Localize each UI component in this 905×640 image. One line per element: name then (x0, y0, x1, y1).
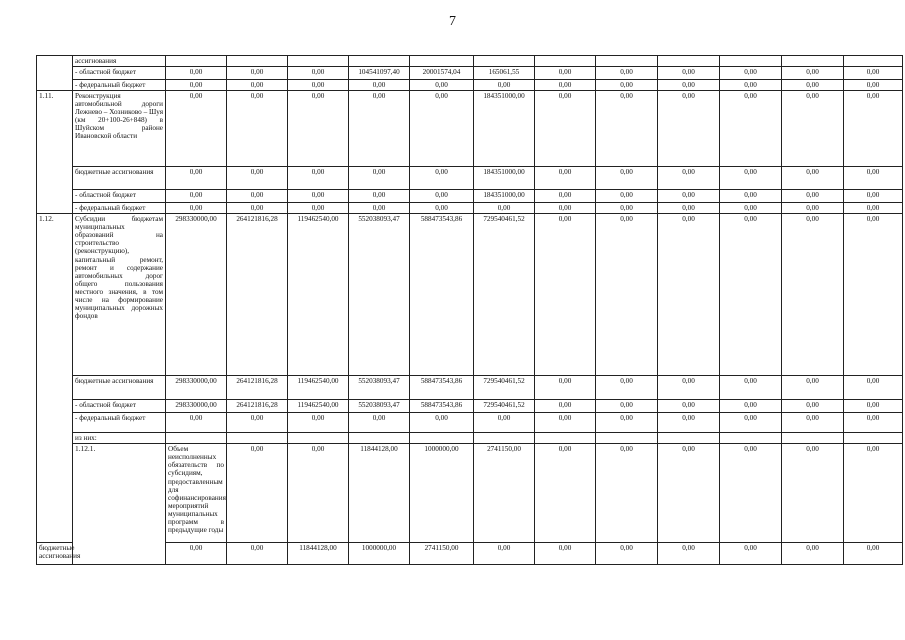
row-index: 1.11. (37, 91, 73, 214)
amount-cell: 0,00 (782, 80, 844, 91)
row-label: из них: (73, 433, 166, 444)
amount-cell: 0,00 (535, 80, 596, 91)
amount-cell: 588473543,86 (410, 376, 474, 400)
amount-cell: 0,00 (782, 67, 844, 80)
amount-cell: 729540461,52 (474, 214, 535, 376)
amount-cell: 0,00 (720, 167, 782, 190)
amount-cell: 0,00 (227, 543, 288, 565)
amount-cell: 298330000,00 (166, 400, 227, 413)
row-index (37, 56, 73, 91)
amount-cell: 0,00 (844, 190, 903, 203)
amount-cell: 0,00 (410, 203, 474, 214)
amount-cell: 0,00 (844, 543, 903, 565)
amount-cell: 0,00 (844, 376, 903, 400)
amount-cell (596, 433, 658, 444)
amount-cell: 0,00 (596, 190, 658, 203)
row-label: бюджетные ассигнования (73, 376, 166, 400)
amount-cell: 0,00 (474, 80, 535, 91)
amount-cell: 0,00 (658, 67, 720, 80)
table-row (37, 433, 903, 444)
amount-cell: 0,00 (535, 91, 596, 167)
amount-cell: 0,00 (166, 80, 227, 91)
row-label: бюджетные ассигнования (37, 543, 73, 565)
row-label: - областной бюджет (73, 67, 166, 80)
amount-cell: 0,00 (782, 376, 844, 400)
budget-table (36, 55, 903, 565)
amount-cell: 0,00 (596, 400, 658, 413)
amount-cell (166, 56, 227, 67)
amount-cell: 0,00 (596, 91, 658, 167)
row-label: - федеральный бюджет (73, 80, 166, 91)
row-label: Объем неисполненных обязательств по субсидиям, предоставленным для софинансирования мероприятий муниципальных программ в предыдущие годы (166, 444, 227, 543)
amount-cell: 0,00 (658, 376, 720, 400)
amount-cell: 0,00 (288, 167, 349, 190)
amount-cell: 0,00 (720, 543, 782, 565)
amount-cell: 0,00 (720, 67, 782, 80)
amount-cell: 0,00 (288, 91, 349, 167)
table-row (37, 400, 903, 413)
table-row (37, 413, 903, 433)
table-row (37, 91, 903, 167)
amount-cell: 0,00 (596, 80, 658, 91)
amount-cell: 0,00 (166, 543, 227, 565)
amount-cell: 0,00 (596, 543, 658, 565)
table-row (37, 543, 903, 565)
amount-cell (658, 433, 720, 444)
amount-cell (535, 56, 596, 67)
amount-cell: 0,00 (658, 80, 720, 91)
amount-cell: 0,00 (288, 203, 349, 214)
amount-cell (658, 56, 720, 67)
amount-cell: 0,00 (349, 203, 410, 214)
amount-cell: 0,00 (535, 214, 596, 376)
amount-cell: 264121816,28 (227, 376, 288, 400)
amount-cell: 0,00 (596, 413, 658, 433)
table-row (37, 444, 903, 543)
amount-cell: 0,00 (288, 190, 349, 203)
amount-cell: 0,00 (288, 444, 349, 543)
amount-cell (720, 56, 782, 67)
amount-cell: 0,00 (782, 91, 844, 167)
amount-cell: 11844128,00 (288, 543, 349, 565)
amount-cell: 0,00 (349, 413, 410, 433)
amount-cell: 0,00 (720, 444, 782, 543)
row-label: - областной бюджет (73, 400, 166, 413)
amount-cell: 0,00 (166, 167, 227, 190)
amount-cell: 0,00 (166, 67, 227, 80)
amount-cell: 184351000,00 (474, 190, 535, 203)
amount-cell: 0,00 (227, 444, 288, 543)
row-label: - областной бюджет (73, 190, 166, 203)
amount-cell: 0,00 (349, 167, 410, 190)
table-row (37, 190, 903, 203)
row-label: Реконструкция автомобильной дороги Лежнево – Хозниково – Шуя (км 20+100-26+848) в Шуйском районе Ивановской области (73, 91, 166, 167)
amount-cell: 0,00 (596, 376, 658, 400)
table-row (37, 203, 903, 214)
amount-cell: 0,00 (474, 203, 535, 214)
amount-cell: 588473543,86 (410, 400, 474, 413)
amount-cell: 552038093,47 (349, 376, 410, 400)
amount-cell: 0,00 (658, 91, 720, 167)
amount-cell: 0,00 (720, 400, 782, 413)
amount-cell: 0,00 (782, 167, 844, 190)
amount-cell: 0,00 (844, 67, 903, 80)
amount-cell (535, 433, 596, 444)
amount-cell: 729540461,52 (474, 400, 535, 413)
amount-cell: 552038093,47 (349, 214, 410, 376)
amount-cell: 0,00 (720, 190, 782, 203)
amount-cell: 0,00 (535, 444, 596, 543)
amount-cell: 0,00 (844, 214, 903, 376)
amount-cell: 0,00 (410, 91, 474, 167)
amount-cell: 0,00 (658, 167, 720, 190)
amount-cell: 0,00 (844, 167, 903, 190)
amount-cell: 0,00 (844, 444, 903, 543)
amount-cell (288, 56, 349, 67)
amount-cell: 0,00 (410, 167, 474, 190)
table-row (37, 67, 903, 80)
amount-cell: 0,00 (658, 190, 720, 203)
amount-cell: 0,00 (227, 167, 288, 190)
amount-cell: 0,00 (535, 203, 596, 214)
amount-cell (596, 56, 658, 67)
amount-cell: 0,00 (410, 80, 474, 91)
amount-cell: 0,00 (227, 203, 288, 214)
amount-cell: 298330000,00 (166, 376, 227, 400)
amount-cell: 0,00 (166, 190, 227, 203)
amount-cell: 0,00 (658, 413, 720, 433)
amount-cell: 0,00 (720, 203, 782, 214)
amount-cell: 264121816,28 (227, 400, 288, 413)
amount-cell: 0,00 (349, 190, 410, 203)
row-label: - федеральный бюджет (73, 413, 166, 433)
amount-cell: 0,00 (782, 444, 844, 543)
amount-cell: 552038093,47 (349, 400, 410, 413)
row-label: ассигнования (73, 56, 166, 67)
amount-cell: 0,00 (658, 543, 720, 565)
amount-cell: 0,00 (844, 91, 903, 167)
amount-cell: 0,00 (166, 91, 227, 167)
amount-cell: 2741150,00 (474, 444, 535, 543)
amount-cell: 0,00 (535, 543, 596, 565)
amount-cell: 184351000,00 (474, 91, 535, 167)
table-row (37, 376, 903, 400)
amount-cell: 0,00 (166, 203, 227, 214)
amount-cell: 119462540,00 (288, 214, 349, 376)
row-label: Субсидии бюджетам муниципальных образований на строительство (реконструкцию), капитальный ремонт, ремонт и содержание автомобильных дорог общего пользования местного значения, в том числе на формирование муниципальных дорожных фондов (73, 214, 166, 376)
row-label: бюджетные ассигнования (73, 167, 166, 190)
amount-cell (844, 56, 903, 67)
amount-cell: 11844128,00 (349, 444, 410, 543)
amount-cell: 119462540,00 (288, 400, 349, 413)
amount-cell: 0,00 (720, 376, 782, 400)
amount-cell: 0,00 (720, 91, 782, 167)
amount-cell: 0,00 (227, 80, 288, 91)
amount-cell: 0,00 (720, 413, 782, 433)
amount-cell: 0,00 (227, 413, 288, 433)
amount-cell (410, 433, 474, 444)
amount-cell (349, 433, 410, 444)
amount-cell (288, 433, 349, 444)
amount-cell: 0,00 (596, 167, 658, 190)
amount-cell: 0,00 (288, 80, 349, 91)
amount-cell (227, 56, 288, 67)
amount-cell (720, 433, 782, 444)
amount-cell: 165061,55 (474, 67, 535, 80)
amount-cell: 0,00 (720, 80, 782, 91)
amount-cell: 0,00 (535, 190, 596, 203)
amount-cell: 729540461,52 (474, 376, 535, 400)
amount-cell: 0,00 (227, 190, 288, 203)
amount-cell: 298330000,00 (166, 214, 227, 376)
amount-cell: 1000000,00 (349, 543, 410, 565)
amount-cell: 0,00 (410, 413, 474, 433)
row-index: 1.12.1. (73, 444, 166, 565)
amount-cell: 0,00 (658, 203, 720, 214)
page-number: 7 (449, 14, 456, 29)
amount-cell (474, 433, 535, 444)
amount-cell: 0,00 (844, 80, 903, 91)
amount-cell: 0,00 (596, 444, 658, 543)
amount-cell: 184351000,00 (474, 167, 535, 190)
amount-cell: 0,00 (535, 376, 596, 400)
amount-cell: 0,00 (782, 214, 844, 376)
amount-cell (349, 56, 410, 67)
amount-cell: 20001574,04 (410, 67, 474, 80)
amount-cell: 0,00 (658, 214, 720, 376)
amount-cell: 0,00 (535, 67, 596, 80)
amount-cell (474, 56, 535, 67)
table-body (37, 56, 903, 565)
table-row (37, 214, 903, 376)
row-index: 1.12. (37, 214, 73, 543)
amount-cell: 0,00 (782, 203, 844, 214)
table-row (37, 56, 903, 67)
row-label: - федеральный бюджет (73, 203, 166, 214)
amount-cell: 119462540,00 (288, 376, 349, 400)
amount-cell: 1000000,00 (410, 444, 474, 543)
amount-cell: 0,00 (166, 413, 227, 433)
amount-cell: 0,00 (782, 543, 844, 565)
amount-cell: 0,00 (596, 214, 658, 376)
amount-cell: 0,00 (535, 400, 596, 413)
amount-cell: 0,00 (227, 67, 288, 80)
amount-cell: 0,00 (535, 413, 596, 433)
amount-cell (410, 56, 474, 67)
amount-cell: 0,00 (844, 413, 903, 433)
amount-cell: 0,00 (288, 67, 349, 80)
amount-cell: 0,00 (658, 444, 720, 543)
amount-cell: 588473543,86 (410, 214, 474, 376)
amount-cell (227, 433, 288, 444)
table-row (37, 167, 903, 190)
amount-cell (782, 56, 844, 67)
amount-cell: 0,00 (227, 91, 288, 167)
amount-cell: 104541097,40 (349, 67, 410, 80)
amount-cell (166, 433, 227, 444)
amount-cell: 0,00 (844, 400, 903, 413)
amount-cell: 2741150,00 (410, 543, 474, 565)
amount-cell: 0,00 (410, 190, 474, 203)
amount-cell: 0,00 (658, 400, 720, 413)
amount-cell: 0,00 (720, 214, 782, 376)
amount-cell: 264121816,28 (227, 214, 288, 376)
amount-cell (844, 433, 903, 444)
amount-cell (782, 433, 844, 444)
amount-cell: 0,00 (844, 203, 903, 214)
amount-cell: 0,00 (596, 67, 658, 80)
amount-cell: 0,00 (535, 167, 596, 190)
amount-cell: 0,00 (349, 91, 410, 167)
amount-cell: 0,00 (782, 400, 844, 413)
amount-cell: 0,00 (474, 413, 535, 433)
amount-cell: 0,00 (596, 203, 658, 214)
amount-cell: 0,00 (782, 190, 844, 203)
amount-cell: 0,00 (782, 413, 844, 433)
amount-cell: 0,00 (288, 413, 349, 433)
amount-cell: 0,00 (349, 80, 410, 91)
table-row (37, 80, 903, 91)
amount-cell: 0,00 (474, 543, 535, 565)
